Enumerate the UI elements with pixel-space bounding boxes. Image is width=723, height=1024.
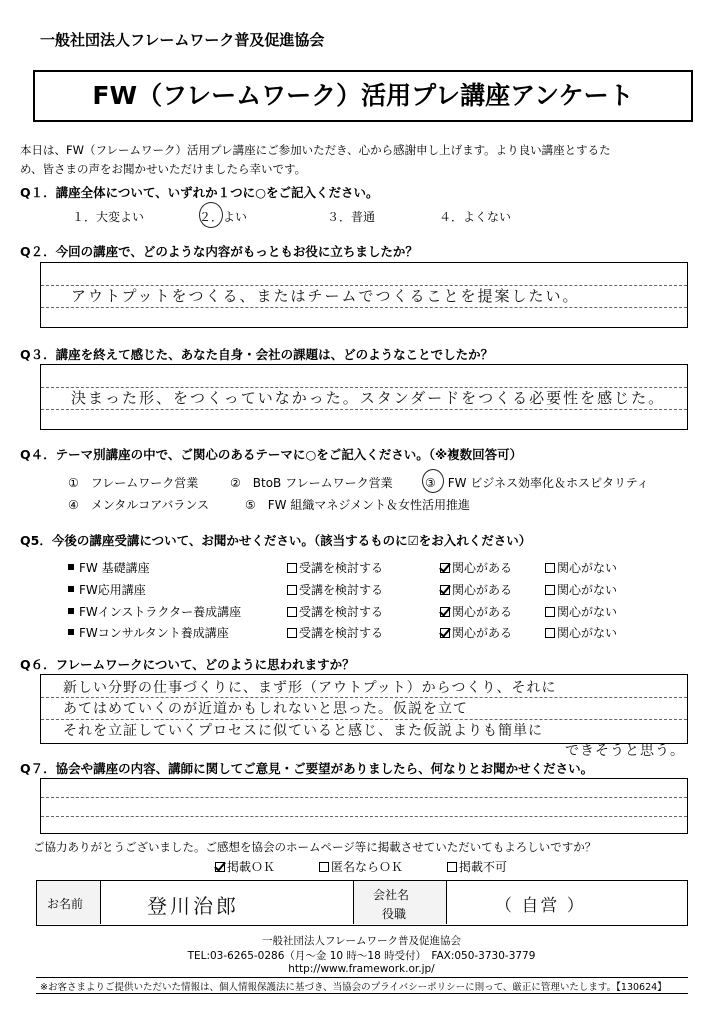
q1-label: Q１．講座全体について、いずれか１つに○をご記入ください。 (20, 185, 379, 200)
q4-selected-circle (422, 469, 444, 493)
consent-option-anonymous[interactable]: 匿名ならＯＫ (319, 858, 403, 875)
footer-note: ※お客さまよりご提供いただいた情報は、個人情報保護法に基づき、当協会のプライバシーポリシーに則って、厳正に管理いたします。【130624】 (40, 982, 667, 993)
q2-label: Q２．今回の講座で、どのような内容がもっともお役に立ちましたか？ (20, 244, 418, 259)
q5-label: Q5．今後の講座受講について、お聞かせください。（該当するものに☑をお入れください） (20, 533, 532, 548)
page-title: FW（フレームワーク）活用プレ講座アンケート (92, 81, 634, 110)
q5-row-2-consider[interactable]: 受講を検討する (287, 581, 383, 598)
q1-option-3[interactable]: ３．普通 (327, 210, 376, 224)
q5-row-2-name: FW応用講座 (68, 581, 146, 598)
q5-row-3-name: FWインストラクター養成講座 (68, 603, 241, 620)
q1-option-1[interactable]: １．大変よい (72, 210, 145, 224)
footer-org: 一般社団法人フレームワーク普及促進協会 (261, 935, 462, 947)
q5-row-3-interested[interactable]: 関心がある (440, 603, 512, 620)
q4-option-1[interactable]: ① フレームワーク営業 (68, 476, 199, 490)
q4-option-2[interactable]: ② BtoB フレームワーク営業 (230, 476, 393, 490)
name-row (36, 880, 688, 926)
consent-option-ok[interactable]: 掲載ＯＫ (215, 858, 275, 875)
q5-row-4-interested[interactable]: 関心がある (440, 624, 512, 641)
q7-answer-box[interactable] (40, 778, 688, 834)
consent-option-no[interactable]: 掲載不可 (447, 858, 507, 875)
q2-answer: アウトプットをつくる、またはチームでつくることを提案したい。 (71, 287, 580, 305)
q6-answer-line-2: あてはめていくのが近道かもしれないと思った。仮説を立て (63, 701, 468, 717)
q4-option-4[interactable]: ④ メンタルコアバランス (68, 498, 209, 512)
q6-answer-line-4: できそうと思う。 (565, 743, 685, 759)
intro-line-2: め、皆さまの声をお聞かせいただけましたら幸いです。 (20, 162, 307, 176)
q6-answer-line-1: 新しい分野の仕事づくりに、まず形（アウトプット）からつくり、それに (63, 680, 557, 696)
q6-label: Q６．フレームワークについて、どのように思われますか？ (20, 657, 355, 672)
q4-option-5[interactable]: ⑤ FW 組織マネジメント＆女性活用推進 (245, 498, 470, 512)
company-value[interactable]: （ 自営 ） (495, 896, 586, 916)
q4-label: Q４．テーマ別講座の中で、ご関心のあるテーマに○をご記入ください。（※複数回答可） (20, 447, 523, 462)
q5-row-3-not-interested[interactable]: 関心がない (545, 603, 617, 620)
q7-label: Q７．協会や講座の内容、講師に関してご意見・ご要望がありましたら、何なりとお聞かせください。 (20, 761, 594, 776)
q5-row-3-consider[interactable]: 受講を検討する (287, 603, 383, 620)
company-label: 会社名 (373, 888, 410, 902)
footer-url[interactable]: http://www.framework.or.jp/ (288, 963, 435, 975)
q5-row-1-name: FW 基礎講座 (68, 559, 150, 576)
q1-selected-circle (199, 202, 223, 228)
q5-row-4-consider[interactable]: 受講を検討する (287, 624, 383, 641)
q3-label: Q３．講座を終えて感じた、あなた自身・会社の課題は、どのようなことでしたか？ (20, 347, 494, 362)
q5-row-4-name: FWコンサルタント養成講座 (68, 624, 229, 641)
q5-row-4-not-interested[interactable]: 関心がない (545, 624, 617, 641)
q5-row-1-not-interested[interactable]: 関心がない (545, 559, 617, 576)
intro-line-1: 本日は、FW（フレームワーク）活用プレ講座にご参加いただき、心から感謝申し上げます。より良い講座とするた (20, 143, 611, 157)
q3-answer-box[interactable] (40, 364, 688, 430)
q5-row-2-interested[interactable]: 関心がある (440, 581, 512, 598)
org-name: 一般社団法人フレームワーク普及促進協会 (40, 31, 325, 49)
footer-contact: TEL:03-6265-0286（月～金 10 時～18 時受付） FAX:050-3730-3779 (187, 950, 536, 962)
consent-question: ご協力ありがとうございました。ご感想を協会のホームページ等に掲載させていただいてもよろしいですか？ (33, 840, 597, 854)
role-label: 役職 (382, 907, 407, 921)
name-label: お名前 (47, 897, 84, 911)
q5-row-1-consider[interactable]: 受講を検討する (287, 559, 383, 576)
q1-option-2[interactable]: ２．よい (199, 210, 248, 224)
q6-answer-box[interactable] (40, 674, 688, 744)
name-value[interactable]: 登川治郎 (147, 894, 239, 918)
title-box (33, 70, 693, 122)
q2-answer-box[interactable] (40, 262, 688, 328)
q4-option-3[interactable]: ③ FW ビジネス効率化＆ホスピタリティ (425, 476, 649, 490)
q1-option-4[interactable]: ４．よくない (439, 210, 512, 224)
q6-answer-line-3: それを立証していくプロセスに似ていると感じ、また仮説よりも簡単に (63, 723, 543, 739)
q3-answer: 決まった形、をつくっていなかった。スタンダードをつくる必要性を感じた。 (71, 389, 666, 407)
q5-row-2-not-interested[interactable]: 関心がない (545, 581, 617, 598)
q5-row-1-interested[interactable]: 関心がある (440, 559, 512, 576)
